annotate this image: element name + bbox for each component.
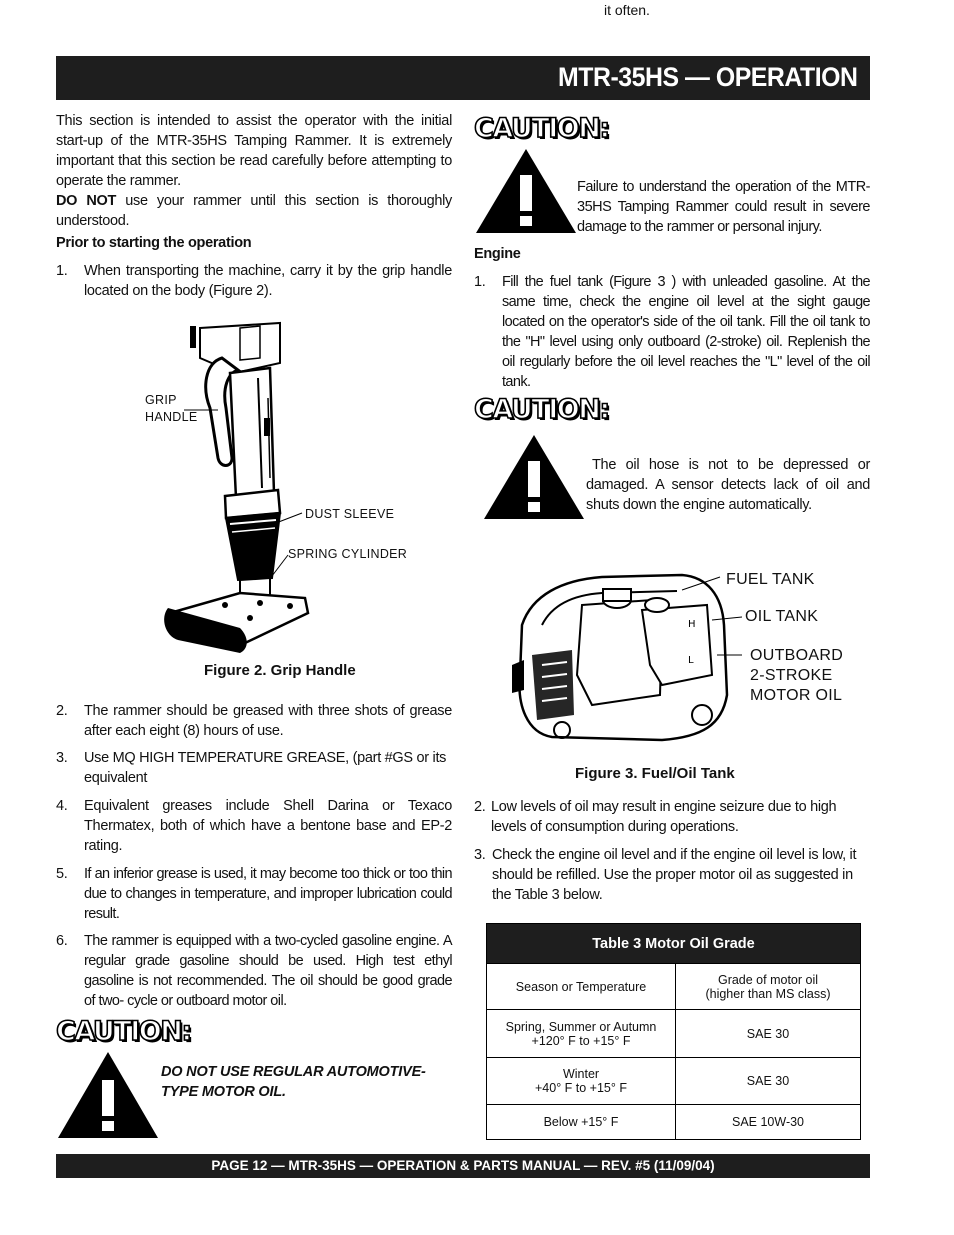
cell-line: +120° F to +15° F — [531, 1033, 631, 1048]
list-item — [474, 272, 870, 392]
label-spring-cylinder: SPRING CYLINDER — [288, 547, 408, 561]
caution-right1-text: Failure to understand the operation of the MTR-35HS Tamping Rammer could result in severe damage to the rammer or personal injury. — [577, 179, 870, 235]
page-title: MTR-35HS — OPERATION — [558, 62, 858, 92]
label-grip: GRIP — [145, 393, 177, 407]
table-cell: SAE 10W-30 — [676, 1105, 861, 1140]
caution-left-text: DO NOT USE REGULAR AUTOMOTIVE-TYPE MOTOR OIL. — [161, 1064, 426, 1100]
list-text: If an inferior grease is used, it may become too thick or too thin due to changes in temperature, and improper lubrication could result. — [84, 866, 452, 922]
fuel-oil-tank-figure — [512, 565, 742, 755]
table-row — [487, 1058, 861, 1105]
list-item — [474, 845, 870, 905]
caution-heading: CAUTION: — [56, 1016, 191, 1047]
list-item — [56, 931, 452, 1011]
caution-heading: CAUTION: — [474, 113, 609, 144]
cell-line: Winter — [562, 1067, 600, 1081]
table-cell: SAE 30 — [676, 1010, 861, 1058]
caution-right2-text: The oil hose is not to be depressed or damaged. A sensor detects lack of oil and shuts down the engine automatically. — [586, 457, 870, 513]
list-text: Check the engine oil level and if the engine oil level is low, it should be refilled. Use the proper motor oil as suggested in the Table 3 below. — [492, 847, 857, 903]
table-header-row — [487, 964, 861, 1010]
list-number: 5. — [56, 866, 68, 882]
table-row — [487, 1010, 861, 1058]
list-text: Use MQ HIGH TEMPERATURE GREASE, (part #GS or its equivalent — [84, 750, 447, 786]
list-number: 6. — [56, 933, 68, 949]
label-oil-tank: OIL TANK — [745, 608, 819, 625]
list-item — [474, 797, 870, 837]
label-outboard: OUTBOARD — [750, 647, 844, 664]
list-number: 1. — [56, 263, 68, 279]
figure2-caption: Figure 2. Grip Handle — [204, 662, 356, 679]
header-line: Grade of motor oil — [717, 972, 819, 987]
list-item — [56, 864, 452, 924]
list-number: 3. — [474, 847, 486, 863]
page-footer: PAGE 12 — MTR-35HS — OPERATION & PARTS MANUAL — REV. #5 (11/09/04) — [56, 1154, 870, 1178]
label-dust-sleeve: DUST SLEEVE — [305, 507, 395, 521]
grip-handle-figure — [140, 318, 440, 658]
warning-triangle-icon — [56, 1050, 160, 1140]
header-line: (higher than MS class) — [705, 986, 831, 1001]
table-cell — [487, 1010, 676, 1058]
list-number: 2. — [56, 703, 68, 719]
list-text: Equivalent greases include Shell Darina or Texaco Thermatex, both of which have a bentone base and EP-2 rating. — [84, 798, 452, 854]
list-text: When transporting the machine, carry it by the grip handle located on the body (Figure 2). — [84, 263, 452, 299]
do-not-rest: use your rammer until this section is thoroughly understood. — [56, 193, 452, 229]
warning-triangle-icon — [474, 147, 578, 235]
table-cell: SAE 30 — [676, 1058, 861, 1105]
prior-heading: Prior to starting the operation — [56, 235, 252, 251]
label-motor-oil: MOTOR OIL — [750, 687, 843, 704]
list-item — [56, 261, 452, 321]
table-title: Table 3 Motor Oil Grade — [487, 924, 861, 964]
page-header — [56, 56, 870, 100]
list-number: 1. — [474, 274, 486, 290]
label-2-stroke: 2-STROKE — [750, 667, 833, 684]
engine-heading: Engine — [474, 246, 521, 262]
top-fragment-text: it often. — [604, 2, 650, 18]
label-fuel-tank: FUEL TANK — [726, 571, 815, 588]
table-cell — [487, 1058, 676, 1105]
svg-text:L: L — [688, 655, 694, 666]
list-text: The rammer should be greased with three shots of grease after each eight (8) hours of use. — [84, 703, 452, 739]
list-number: 2. — [474, 799, 486, 815]
caution-heading: CAUTION: — [474, 394, 609, 425]
do-not-paragraph — [56, 191, 452, 231]
table-header-cell: Season or Temperature — [487, 964, 676, 1010]
intro-paragraph: This section is intended to assist the operator with the initial start-up of the MTR-35HS Tamping Rammer. It is extremely important that this section be read carefully before attempting to operate the rammer. — [56, 113, 452, 189]
table-header-cell — [676, 964, 861, 1010]
list-text: Low levels of oil may result in engine seizure due to high levels of consumption during operations. — [491, 799, 837, 835]
list-text: The rammer is equipped with a two-cycled gasoline engine. A regular grade gasoline should be used. High test ethyl gasoline is not recommended. The oil should be good grade of two- cycle or outboard motor oil. — [84, 933, 452, 1009]
cell-line: Spring, Summer or Autumn — [505, 1019, 657, 1034]
do-not-bold: DO NOT — [56, 193, 117, 209]
figure3-caption: Figure 3. Fuel/Oil Tank — [575, 765, 735, 782]
list-number: 3. — [56, 750, 68, 766]
motor-oil-table — [486, 923, 861, 1140]
table-cell: Below +15° F — [487, 1105, 676, 1140]
table-row — [487, 1105, 861, 1140]
warning-triangle-icon — [482, 433, 586, 521]
label-handle: HANDLE — [145, 410, 198, 424]
list-item — [56, 701, 452, 741]
list-item — [56, 748, 452, 788]
list-text: Fill the fuel tank (Figure 3 ) with unleaded gasoline. At the same time, check the engine oil level at the sight gauge located on the operator's side of the oil tank. Fill the oil tank to the "H" level using only outboard (2-stroke) oil. Replenish the oil regularly before the oil level reaches the "L" level of the oil tank. — [502, 274, 870, 390]
list-item — [56, 796, 452, 856]
cell-line: +40° F to +15° F — [535, 1081, 627, 1095]
svg-text:H: H — [688, 619, 696, 630]
list-number: 4. — [56, 798, 68, 814]
